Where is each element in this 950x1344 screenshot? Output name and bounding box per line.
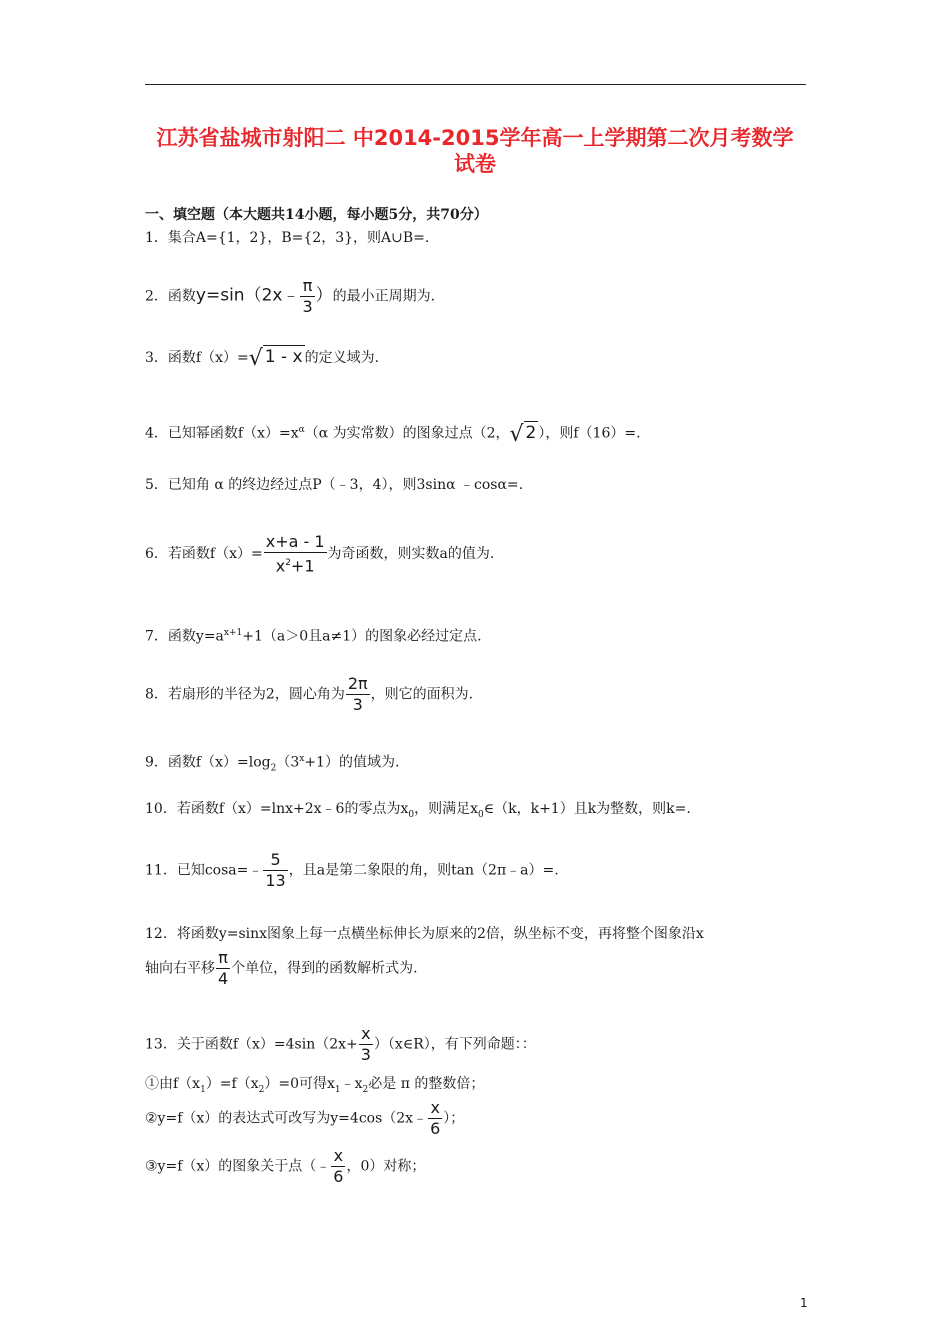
question-12-line1: 12．将函数y=sinx图象上每一点横坐标伸长为原来的2倍，纵坐标不变，再将整个图象沿x [145,926,704,942]
question-13: 13．关于函数f（x）=4sin（2x+ $\frac{x}{3}$ ）（x∈R），有下列命题：： [145,1024,536,1064]
doc-title-line2: 试卷 [454,152,496,176]
question-3: 3．函数f（x）=√ 1 - x 的定义域为. [145,346,380,371]
question-10: 10．若函数f（x）=lnx+2x﹣6的零点为$x_0$，则满足$x_0\in(k$，k+1）且k为整数，则k=. [145,801,691,820]
question-2: 2．函数y=sin（2x﹣ $\frac{\pi}{3}$ ）的最小正周期为. [145,276,436,316]
fraction: $\frac{x}{6}$ [333,1146,344,1186]
fraction: $\frac{\pi}{4}$ [218,948,229,988]
section-heading: 一、填空题（本大题共14小题，每小题5分，共70分） [145,207,488,223]
question-12-line2: 轴向右平移 $\frac{\pi}{4}$ 个单位，得到的函数解析式为. [145,948,418,988]
fraction: $\frac{x}{3}$ [360,1024,371,1064]
fraction: $\frac{5}{13}$ [265,850,286,890]
statement-3: ③y=f（x）的图象关于点（﹣ $\frac{x}{6}$ ，0）对称； [145,1146,426,1186]
statement-1: ①由$f(x_1)=f(x_2)=0$可得$x_1﹣x_2$必是 π 的整数倍； [145,1076,485,1095]
fraction: $\frac{2\pi}{3}$ [347,674,368,714]
doc-title-line1: 江苏省盐城市射阳二 中2014-2015学年高一上学期第二次月考数学 [156,126,794,150]
fraction: $\frac{x+a - 1}{x^2+1}$ [265,532,325,576]
fraction: $\frac{\pi}{3}$ [302,276,313,316]
question-1: 1．集合A={1，2}，B={2，3}，则A∪B=. [145,230,430,246]
question-6: 6．若函数f（x）= $\frac{x+a - 1}{x^2+1}$ 为奇函数，则实数a的值为. [145,532,495,576]
question-11: 11．已知cosa=﹣ $\frac{5}{13}$ ，且a是第二象限的角，则tan（2π﹣a）=. [145,850,559,890]
statement-2: ②y=f（x）的表达式可改写为y=4cos（2x﹣ $\frac{x}{6}$ ）； [145,1098,465,1138]
question-8: 8．若扇形的半径为2，圆心角为 $\frac{2\pi}{3}$ ，则它的面积为. [145,674,474,714]
header-rule [145,84,806,85]
fraction: $\frac{x}{6}$ [430,1098,441,1138]
page-number: 1 [800,1296,808,1310]
question-9: 9．函数$f(x)=\log_2(3^x+1)$的值域为. [145,754,400,774]
sqrt: √ 1 - x [248,346,303,371]
question-4: 4．已知幂函数$f(x)=x^\alpha(\alpha$ 为实常数）的图象过点（2，√ 2 ），则f（16）=. [145,421,641,447]
sqrt: √ 2 [509,421,537,447]
question-7: 7．函数$y=a^{x+1}+1(a>0$且a≠1）的图象必经过定点. [145,628,482,645]
question-5: 5．已知角 α 的终边经过点P（﹣3，4），则3sinα ﹣cosα=. [145,477,524,493]
